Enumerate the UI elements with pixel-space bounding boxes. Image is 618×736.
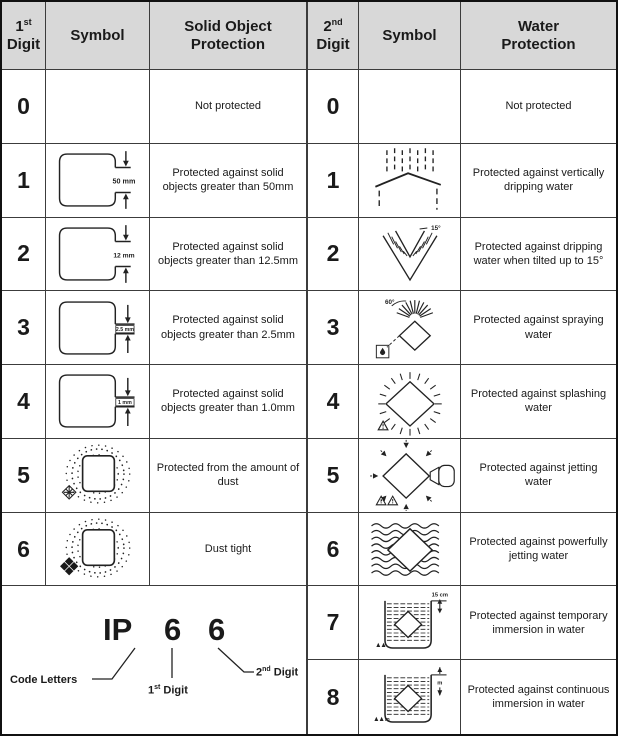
table-grid [2, 2, 616, 734]
spray-angle-label: 60° [384, 298, 394, 306]
gap-label-50mm: 50 mm [112, 176, 135, 186]
header-second-digit-word: Digit [316, 36, 350, 53]
right-digit-7: 7 [308, 586, 359, 660]
left-desc-2: Protected against solid objects greater than 12.5mm [150, 218, 308, 292]
header-solid-line1: Solid Object [184, 17, 272, 35]
header-first-digit [2, 2, 46, 70]
left-desc-5: Protected from the amount of dust [150, 439, 308, 513]
first-digit-label: 1st Digit [148, 684, 188, 698]
spray-icon [359, 291, 461, 365]
right-desc-1: Protected against vertically dripping water [461, 144, 616, 218]
right-desc-4: Protected against splashing water [461, 365, 616, 439]
right-digit-8: 8 [308, 660, 359, 734]
left-digit-0: 0 [2, 70, 46, 144]
jetting-icon [359, 439, 461, 513]
right-desc-5: Protected against jetting water [461, 439, 616, 513]
left-digit-2: 2 [2, 218, 46, 292]
right-desc-7: Protected against temporary immersion in water [461, 586, 616, 660]
tilted-drip-icon [359, 218, 461, 292]
gap-label-12mm: 12 mm [112, 252, 135, 260]
header-first-digit-num: 1 [15, 18, 24, 35]
tilt-angle-label: 15° [430, 224, 441, 232]
gap-label-1mm: 1 mm [117, 400, 132, 407]
header-second-digit-sup: nd [331, 17, 343, 27]
splash-icon [359, 365, 461, 439]
code-letters-label: Code Letters [10, 674, 78, 687]
header-water-line2: Protection [501, 35, 576, 53]
square-gap-50mm-icon [46, 144, 150, 218]
second-digit-label: 2nd Digit [256, 666, 299, 680]
square-gap-2-5mm-icon [46, 291, 150, 365]
powerful-jet-icon [359, 513, 461, 587]
right-digit-6: 6 [308, 513, 359, 587]
right-desc-2: Protected against dripping water when tilted up to 15° [461, 218, 616, 292]
left-desc-3: Protected against solid objects greater than 2.5mm [150, 291, 308, 365]
right-digit-3: 3 [308, 291, 359, 365]
right-digit-4: 4 [308, 365, 359, 439]
right-digit-5: 5 [308, 439, 359, 513]
left-digit-3: 3 [2, 291, 46, 365]
left-desc-4: Protected against solid objects greater than 1.0mm [150, 365, 308, 439]
header-solid-object-protection [150, 2, 308, 70]
right-digit-1: 1 [308, 144, 359, 218]
left-digit-4: 4 [2, 365, 46, 439]
immersion-depth-unit-label: m [436, 680, 442, 687]
temporary-immersion-icon [359, 586, 461, 660]
square-gap-1mm-icon [46, 365, 150, 439]
right-digit-0: 0 [308, 70, 359, 144]
header-symbol-left: Symbol [46, 2, 150, 70]
header-water-line1: Water [517, 17, 560, 35]
ip-code-letters: IP [103, 612, 133, 648]
dust-protected-icon [46, 439, 150, 513]
header-symbol-right: Symbol [359, 2, 461, 70]
left-digit-6: 6 [2, 513, 46, 587]
right-desc-0: Not protected [461, 70, 616, 144]
ip-second-digit-value: 6 [208, 612, 226, 648]
gap-label-2-5mm: 2.5 mm [115, 326, 134, 333]
right-desc-6: Protected against powerfully jetting water [461, 513, 616, 587]
legend-connector-lines [2, 586, 308, 732]
header-second-digit [308, 2, 359, 70]
continuous-immersion-icon [359, 660, 461, 734]
ip-first-digit-value: 6 [164, 612, 182, 648]
header-first-digit-word: Digit [6, 36, 41, 53]
left-digit-5: 5 [2, 439, 46, 513]
left-desc-6: Dust tight [150, 513, 308, 587]
ip-code-legend [2, 586, 308, 734]
right-desc-3: Protected against spraying water [461, 291, 616, 365]
immersion-corner-label: m [384, 717, 390, 724]
vertical-drip-icon [359, 144, 461, 218]
right-symbol-0-empty [359, 70, 461, 144]
header-first-digit-sup: st [23, 17, 32, 27]
header-solid-line2: Protection [190, 35, 266, 53]
header-water-protection [461, 2, 616, 70]
square-gap-12mm-icon [46, 218, 150, 292]
header-second-digit-num: 2 [323, 18, 332, 35]
left-desc-0: Not protected [150, 70, 308, 144]
left-desc-1: Protected against solid objects greater than 50mm [150, 144, 308, 218]
dust-tight-icon [46, 513, 150, 587]
right-desc-8: Protected against continuous immersion in water [467, 683, 610, 711]
right-digit-2: 2 [308, 218, 359, 292]
immersion-depth-label: 15 cm [431, 592, 448, 599]
left-digit-1: 1 [2, 144, 46, 218]
left-symbol-0-empty [46, 70, 150, 144]
